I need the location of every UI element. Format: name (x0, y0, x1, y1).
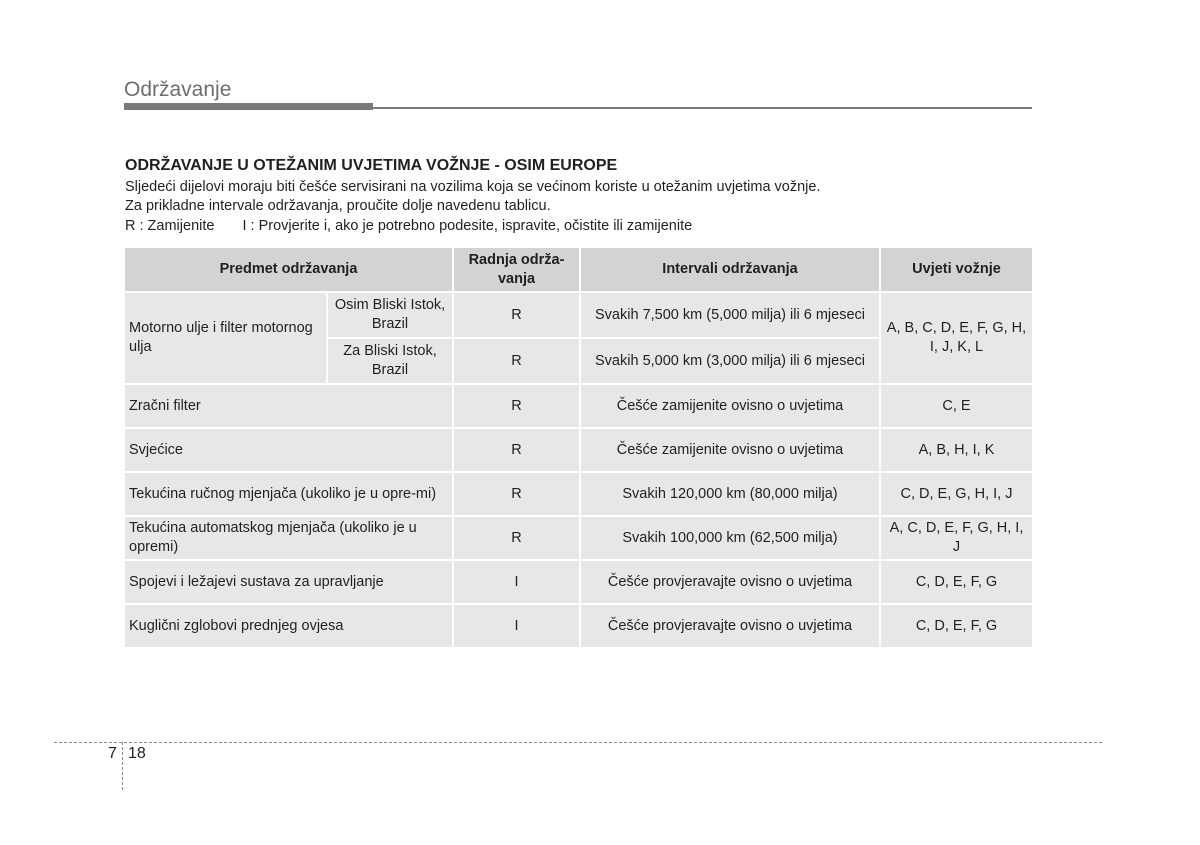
table-row (124, 292, 1033, 338)
row-interval: Svakih 120,000 km (80,000 milja) (580, 472, 880, 516)
row-interval: Češće zamijenite ovisno o uvjetima (580, 384, 880, 428)
row-conditions: C, D, E, G, H, I, J (880, 472, 1033, 516)
intro-line-2: Za prikladne intervale održavanja, proučite dolje navedenu tablicu. (125, 198, 551, 214)
oil-operation-2: R (453, 338, 580, 384)
table-row (124, 472, 1033, 516)
footer-divider (54, 742, 1102, 743)
row-item: Tekućina ručnog mjenjača (ukoliko je u opre-mi) (124, 472, 453, 516)
row-item: Kuglični zglobovi prednjeg ovjesa (124, 604, 453, 648)
table-row (124, 560, 1033, 604)
row-interval: Svakih 100,000 km (62,500 milja) (580, 516, 880, 560)
table-row (124, 516, 1033, 560)
legend-replace: R : Zamijenite (125, 218, 215, 234)
row-conditions: A, B, H, I, K (880, 428, 1033, 472)
row-conditions: A, C, D, E, F, G, H, I, J (880, 516, 1033, 560)
table-row (124, 428, 1033, 472)
row-interval: Češće provjeravajte ovisno o uvjetima (580, 604, 880, 648)
row-item: Spojevi i ležajevi sustava za upravljanje (124, 560, 453, 604)
footer-vertical-divider (122, 742, 123, 790)
row-item: Tekućina automatskog mjenjača (ukoliko je u opremi) (124, 516, 453, 560)
row-operation: I (453, 604, 580, 648)
row-conditions: C, E (880, 384, 1033, 428)
table-header-row (124, 247, 1033, 292)
oil-region-2: Za Bliski Istok, Brazil (327, 338, 453, 384)
chapter-number: 7 (108, 745, 117, 762)
row-operation: R (453, 516, 580, 560)
table-row (124, 384, 1033, 428)
legend-line (125, 218, 692, 234)
row-interval: Češće zamijenite ovisno o uvjetima (580, 428, 880, 472)
row-operation: R (453, 472, 580, 516)
table-row (124, 604, 1033, 648)
section-heading: ODRŽAVANJE U OTEŽANIM UVJETIMA VOŽNJE - OSIM EUROPE (125, 157, 618, 174)
row-interval: Češće provjeravajte ovisno o uvjetima (580, 560, 880, 604)
intro-line-1: Sljedeći dijelovi moraju biti češće servisirani na vozilima koja se većinom koriste u otežanim uvjetima vožnje. (125, 179, 821, 195)
row-operation: R (453, 428, 580, 472)
oil-item: Motorno ulje i filter motornog ulja (124, 292, 327, 384)
maintenance-table (123, 246, 1034, 649)
page-header-title: Održavanje (124, 78, 232, 101)
oil-interval-1: Svakih 7,500 km (5,000 milja) ili 6 mjeseci (580, 292, 880, 338)
oil-conditions: A, B, C, D, E, F, G, H, I, J, K, L (880, 292, 1033, 384)
row-operation: I (453, 560, 580, 604)
oil-region-1: Osim Bliski Istok, Brazil (327, 292, 453, 338)
oil-operation-1: R (453, 292, 580, 338)
row-operation: R (453, 384, 580, 428)
row-conditions: C, D, E, F, G (880, 604, 1033, 648)
header-operation: Radnja održa-vanja (453, 247, 580, 292)
row-item: Svjećice (124, 428, 453, 472)
header-rule (124, 107, 1032, 109)
row-item: Zračni filter (124, 384, 453, 428)
header-interval: Intervali održavanja (580, 247, 880, 292)
legend-inspect: I : Provjerite i, ako je potrebno podesite, ispravite, očistite ili zamijenite (242, 218, 693, 234)
row-conditions: C, D, E, F, G (880, 560, 1033, 604)
header-item: Predmet održavanja (124, 247, 453, 292)
oil-interval-2: Svakih 5,000 km (3,000 milja) ili 6 mjeseci (580, 338, 880, 384)
page-number: 18 (128, 745, 146, 762)
header-conditions: Uvjeti vožnje (880, 247, 1033, 292)
